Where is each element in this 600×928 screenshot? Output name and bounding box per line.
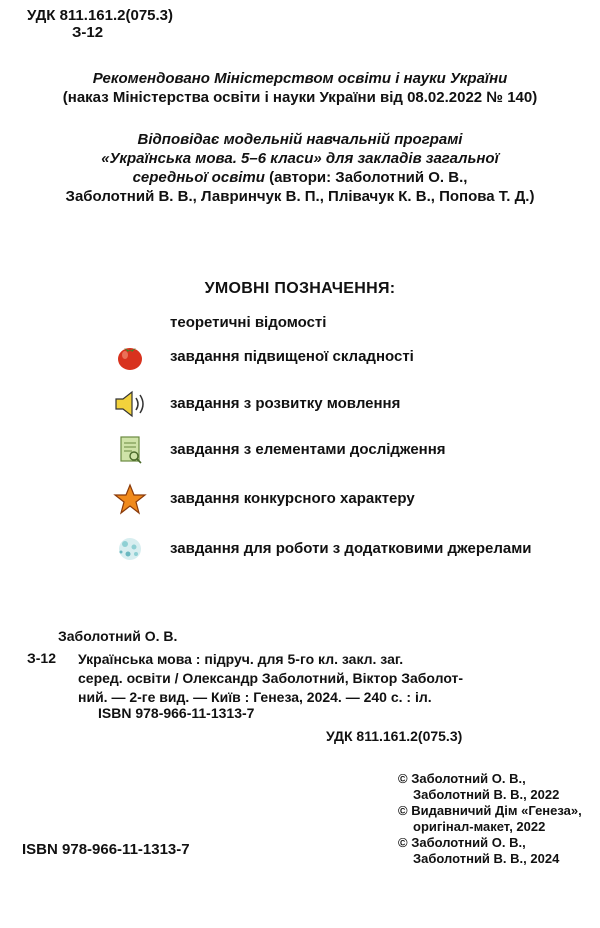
catalog-line-2: серед. освіти / Олександр Заболотний, Віктор Заболот- xyxy=(78,670,464,686)
speaker-icon xyxy=(110,387,150,421)
catalog-code-header: З-12 xyxy=(72,24,104,41)
program-line-3-italic: середньої освіти xyxy=(132,169,265,186)
tomato-icon xyxy=(110,340,150,374)
legend-label: теоретичні відомості xyxy=(170,314,327,331)
program-line-1: Відповідає модельній навчальній програмі xyxy=(137,131,463,148)
legend-label: завдання конкурсного характеру xyxy=(170,490,415,507)
copyright-line: © Видавничий Дім «Генеза», xyxy=(398,803,582,818)
program-line-3-rest: (автори: Заболотний О. В., xyxy=(264,169,468,186)
program-line-3 xyxy=(0,168,600,187)
catalog-line-1: Українська мова : підруч. для 5-го кл. закл. заг. xyxy=(78,651,404,667)
catalog-description xyxy=(78,650,498,707)
copyright-line: Заболотний В. В., 2022 xyxy=(413,787,560,802)
catalog-author: Заболотний О. В. xyxy=(58,628,178,644)
copyright-line: Заболотний В. В., 2024 xyxy=(413,851,560,866)
legend-label: завдання підвищеної складності xyxy=(170,348,414,365)
copyright-line: © Заболотний О. В., xyxy=(398,771,526,786)
catalog-line-3: ний. — 2-ге вид. — Київ : Генеза, 2024. — 240 с. : іл. xyxy=(78,689,432,705)
program-line-4: Заболотний В. В., Лавринчук В. П., Плівачук К. В., Попова Т. Д.) xyxy=(65,188,535,205)
isbn-bottom: ISBN 978-966-11-1313-7 xyxy=(22,841,190,858)
catalog-isbn: ISBN 978-966-11-1313-7 xyxy=(98,705,255,721)
catalog-code: З-12 xyxy=(27,650,57,666)
udk-header: УДК 811.161.2(075.3) xyxy=(27,7,174,24)
star-icon xyxy=(110,482,150,516)
recommendation-line-1: Рекомендовано Міністерством освіти і науки України xyxy=(92,70,508,87)
legend-title: УМОВНІ ПОЗНАЧЕННЯ: xyxy=(204,280,396,297)
copyright-line: оригінал-макет, 2022 xyxy=(413,819,546,834)
program-line-2: «Українська мова. 5–6 класи» для закладів загальної xyxy=(101,150,499,167)
document-icon xyxy=(110,433,150,467)
recommendation-block xyxy=(0,69,600,107)
copyright-line: © Заболотний О. В., xyxy=(398,835,526,850)
legend-label: завдання з розвитку мовлення xyxy=(170,395,401,412)
program-block xyxy=(0,130,600,206)
recommendation-line-2: (наказ Міністерства освіти і науки України від 08.02.2022 № 140) xyxy=(62,89,538,106)
legend-label: завдання з елементами дослідження xyxy=(170,441,446,458)
catalog-udk: УДК 811.161.2(075.3) xyxy=(326,728,463,744)
legend-label: завдання для роботи з додатковими джерелами xyxy=(170,540,532,557)
sparkle-icon xyxy=(110,532,150,566)
book-icon xyxy=(110,306,150,340)
